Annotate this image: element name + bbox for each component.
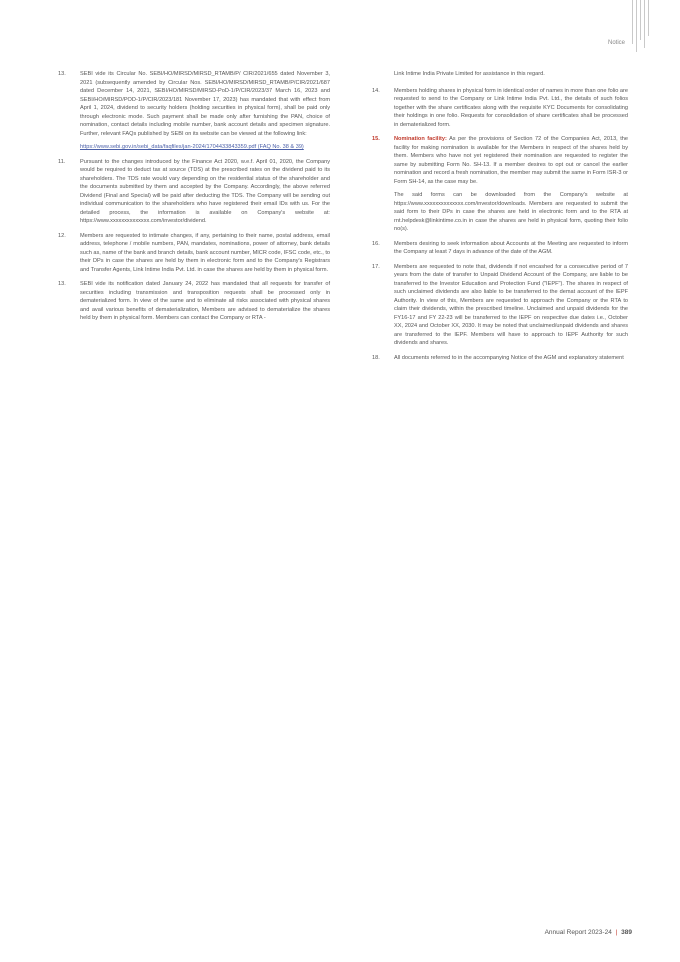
item-paragraph: Members desiring to seek information about Accounts at the Meeting are requested to inform the Company at least 7 days in advance of the date of the AGM. xyxy=(394,240,628,255)
page-number: 389 xyxy=(621,929,632,936)
nomination-title: Nomination facility: xyxy=(394,136,447,142)
item-paragraph: SEBI vide its notification dated January 24, 2022 has mandated that all requests for transfer of securities including transmission and transposition requests shall be processed only in dematerialized form. In view of the same and to eliminate all risks associated with physical shares and avail various benefits of dematerialization, Members are advised to dematerialize the shares held by them in physical form. Members can contact the Company or RTA - xyxy=(80,281,330,321)
item-number: 11. xyxy=(58,158,66,165)
list-item xyxy=(372,87,628,130)
list-item xyxy=(58,232,330,275)
list-item xyxy=(58,70,330,152)
item-paragraph: All documents referred to in the accompanying Notice of the AGM and explanatory statement xyxy=(394,354,624,361)
right-column xyxy=(372,70,628,368)
item-number: 14. xyxy=(372,87,380,94)
item-paragraph: SEBI vide its Circular No. SEBI/HO/MIRSD/MIRSD_RTAMB/P/ CIR/2021/655 dated November 3, 2021 (subsequently amended by Circular Nos. SEBI/HO/MIRSD/MIRSD_RTAMB/P/CIR/2021/687 dated December 14, 2021, SEBI/HO/MIRSD/MIRSD-PoD-1/P/CIR/2023/37 March 16, 2023 and SEBI/HO/MIRSD/POD-1/P/CIR/2023/181 November 17, 2023) has mandated that with effect from April 1, 2024, dividend to security holders (holding securities in physical form), shall be paid only through electronic mode. Such payment shall be made only after furnishing the PAN, choice of nomination, contact details including mobile number, bank account details and specimen signature. Further, relevant FAQs published by SEBI on its website can be viewed at the following link: xyxy=(80,71,330,137)
list-item xyxy=(372,240,628,257)
page-footer xyxy=(545,929,632,936)
left-column xyxy=(58,70,330,329)
item-number: 15. xyxy=(372,136,380,142)
list-item xyxy=(58,158,330,226)
item-number: 12. xyxy=(58,232,66,239)
item-number: 16. xyxy=(372,240,380,247)
continuation-text: Link Intime India Private Limited for assistance in this regard. xyxy=(394,71,545,77)
list-item xyxy=(58,280,330,323)
item-number: 13. xyxy=(58,281,66,287)
item-paragraph: The said forms can be downloaded from the Company's website at https://www.xxxxxxxxxxxxxx.com/investor/downloads. Members are requested to submit the said form to their DPs in case the shares are held in electronic form and to the RTA at rnt.helpdesk@linkintime.co.in in case the shares are held in physical form, quoting their folio no(s). xyxy=(394,192,628,232)
item-number: 13. xyxy=(58,71,66,77)
faq-link[interactable]: https://www.sebi.gov.in/sebi_data/faqfiles/jan-2024/1704433843359.pdf (FAQ No. 38 & 39) xyxy=(80,144,304,150)
item-number: 17. xyxy=(372,263,380,270)
item-paragraph: Members are requested to note that, dividends if not encashed for a consecutive period of 7 years from the date of transfer to Unpaid Dividend Account of the Company, are liable to be transferred to the Investor Education and Protection Fund ("IEPF"). The shares in respect of such unclaimed dividends are also liable to be transferred to the demat account of the IEPF Authority. In view of this, Members are requested to approach the Company or the RTA to claim their dividends, within the prescribed timeline. Unclaimed and unpaid dividends for the FY16-17 and FY 22-23 will be transferred to the IEPF on respective due dates i.e., October XX, 2024 and October XX, 2030. It may be noted that unclaimed/unpaid dividends and shares are transferred to the IEPF. Members will have to approach to IEPF Authority for such dividends and shares. xyxy=(394,263,628,346)
footer-separator: | xyxy=(615,929,618,936)
list-item-nomination xyxy=(372,135,628,234)
section-label: Notice xyxy=(607,40,625,46)
item-paragraph: As per the provisions of Section 72 of the Companies Act, 2013, the facility for making nomination is available for the Members in respect of the shares held by them. Members who have not yet registered their nomination are requested to register the same by submitting Form No. SH-13. If a member desires to opt out or cancel the earlier nomination and record a fresh nomination, the member may submit the same in Form ISR-3 or Form SH-14, as the case may be. xyxy=(394,136,629,185)
item-paragraph: Pursuant to the changes introduced by the Finance Act 2020, w.e.f. April 01, 2020, the Company would be required to deduct tax at source (TDS) at the prescribed rates on the dividend paid to its shareholders. The TDS rate would vary depending on the residential status of the shareholder and the documents submitted by them and accepted by the Company. Accordingly, the above referred Dividend (Final and Special) will be paid after deducting the TDS. The Company will be sending out individual communication to the shareholders who have registered their email IDs with us. For the detailed process, the information is available on Company's website at: https://www.xxxxxxxxxxxxxx.com/investor/dividend. xyxy=(80,158,330,224)
decorative-header-lines xyxy=(632,0,652,44)
list-item xyxy=(372,263,628,348)
item-number: 18. xyxy=(372,354,380,361)
item-paragraph: Members are requested to intimate changes, if any, pertaining to their name, postal address, email address, telephone / mobile numbers, PAN, mandates, nominations, power of attorney, bank details such as, name of the bank and branch details, bank account number, MICR code, IFSC code, etc., to their DPs in case the shares are held by them in electronic form and to the Company's Registrars and Transfer Agents, Link Intime India Pvt. Ltd. in case the shares are held by them in physical form. xyxy=(80,232,330,273)
list-item xyxy=(372,354,628,363)
report-title: Annual Report 2023-24 xyxy=(544,929,612,936)
item-paragraph: Members holding shares in physical form in identical order of names in more than one folio are requested to send to the Company or Link Intime India Pvt. Ltd., the details of such folios together with the share certificates along with the requisite KYC Documents for consolidating their holdings in one folio. Requests for consolidation of share certificates shall be processed in dematerialized form. xyxy=(394,87,628,128)
